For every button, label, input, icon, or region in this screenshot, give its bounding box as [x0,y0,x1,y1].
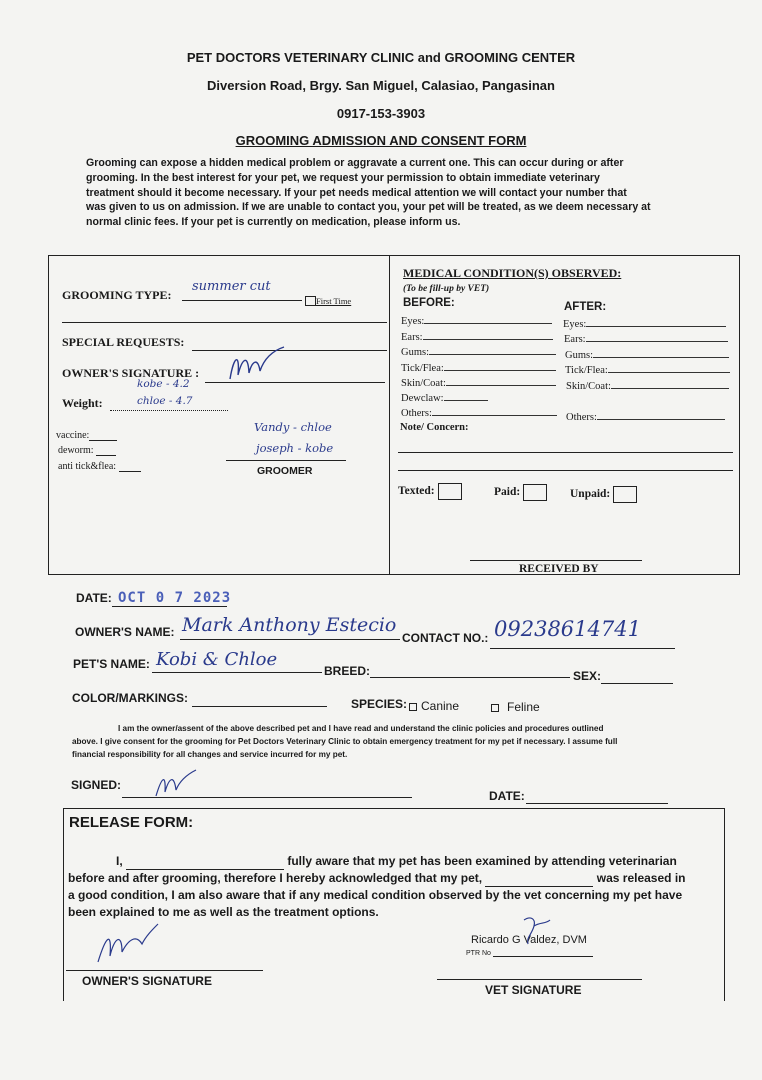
note-label: Note/ Concern: [400,422,469,433]
vaccine-label [56,430,117,441]
after-others: Others: [566,412,597,423]
release-i: I, [116,854,123,868]
after-row[interactable] [565,364,730,376]
grooming-extra-line [62,322,387,323]
pet-name-line [152,672,322,673]
intro-line: treatment should it become necessary. If your pet needs medical attention we will contact your number that [86,186,627,199]
intro-line: grooming. In the best interest for your pet, we request your permission to obtain immediate veterinary [86,171,600,184]
vet-signature-line[interactable] [437,979,642,980]
consent-paragraph [72,722,682,761]
consent-line: I am the owner/assent of the above described pet and I have read and understand the clinic policies and procedures outlined [118,724,604,733]
after-row[interactable] [563,318,726,330]
weight-value-1[interactable]: kobe - 4.2 [137,378,190,390]
sex-label: SEX: [573,669,602,683]
vaccine-text: vaccine: [56,430,90,441]
feline-checkbox[interactable] [491,704,499,712]
after-row[interactable] [566,411,725,423]
texted-checkbox[interactable] [438,483,462,500]
groomer-line-2[interactable]: joseph - kobe [256,441,334,455]
antitick-text: anti tick&flea: [58,461,117,472]
grooming-type-line [182,300,302,301]
special-requests-label: SPECIAL REQUESTS: [62,335,185,349]
before-row[interactable] [401,377,556,389]
before-row[interactable] [401,392,488,404]
unpaid-field[interactable] [570,486,637,503]
ptr-field[interactable] [466,950,593,957]
antitick-label [58,461,141,472]
owner-release-label: OWNER'S SIGNATURE [82,974,212,988]
unpaid-label: Unpaid: [570,488,611,501]
after-tickflea: Tick/Flea: [565,365,608,376]
signed-scribble [150,768,200,802]
after-row[interactable] [566,380,729,392]
before-others: Others: [401,408,432,419]
signed-label: SIGNED: [71,778,122,792]
paid-label: Paid: [494,486,521,499]
ptr-label: PTR No [466,950,491,957]
groomer-line [226,460,346,461]
owner-name-label: OWNER'S NAME: [75,625,175,639]
date-stamp[interactable]: OCT 0 7 2023 [118,590,232,606]
weight-line [110,410,228,411]
first-time-checkbox[interactable] [305,296,316,306]
contact-line [490,648,675,649]
breed-line[interactable] [370,677,570,678]
owner-name-line [180,639,400,640]
paid-field[interactable] [494,484,547,501]
pet-name-label: PET'S NAME: [73,657,150,671]
release-text-2b: was released in [596,871,686,885]
release-line-2 [68,870,720,887]
feline-text: Feline [507,700,540,714]
owner-release-line[interactable] [66,970,263,971]
received-by-line[interactable] [470,560,642,561]
before-row[interactable] [401,315,552,327]
before-eyes: Eyes: [401,316,425,327]
date-line [112,606,227,607]
unpaid-checkbox[interactable] [613,486,637,503]
clinic-phone: 0917-153-3903 [336,106,426,121]
canine-text: Canine [421,699,460,713]
release-paragraph [68,853,720,921]
color-line[interactable] [192,706,327,707]
deworm-label [58,445,116,456]
vet-signature-scribble [516,912,556,950]
before-skincoat: Skin/Coat: [401,378,446,389]
intro-paragraph [86,156,696,230]
note-line-2[interactable] [398,470,733,471]
received-by-label: RECEIVED BY [519,563,599,575]
owner-signature-label: OWNER'S SIGNATURE : [62,366,200,380]
before-row[interactable] [401,346,556,358]
after-row[interactable] [565,349,729,361]
release-line-3: a good condition, I am also aware that if any medical condition observed by the vet concerning my pet have [68,888,683,902]
pet-name-value[interactable]: Kobi & Chloe [156,649,278,670]
release-line-4: been explained to me as well as the treatment options. [68,905,379,919]
consent-line: financial responsibility for all changes and service incurred for my pet. [72,750,348,759]
groomer-line-1[interactable]: Vandy - chloe [254,420,332,434]
release-line-1 [68,853,720,870]
before-dewclaw: Dewclaw: [401,393,444,404]
release-text-1: fully aware that my pet has been examined by attending veterinarian [287,854,677,868]
after-eyes: Eyes: [563,319,587,330]
owner-name-value[interactable]: Mark Anthony Estecio [182,614,397,636]
clinic-name: PET DOCTORS VETERINARY CLINIC and GROOMING CENTER [186,50,576,65]
before-label: BEFORE: [403,297,455,309]
date2-line[interactable] [526,803,668,804]
vet-signature-label: VET SIGNATURE [485,983,582,997]
clinic-address: Diversion Road, Brgy. San Miguel, Calasiao, Pangasinan [207,78,555,93]
box-divider [389,256,390,574]
owner-release-scribble [92,918,162,968]
after-label: AFTER: [564,301,607,313]
canine-checkbox[interactable] [409,703,417,711]
feline-option[interactable] [491,700,540,714]
intro-line: Grooming can expose a hidden medical problem or aggravate a current one. This can occur during or after [86,157,624,169]
release-title: RELEASE FORM: [69,814,194,831]
before-ears: Ears: [401,332,423,343]
before-row[interactable] [401,331,553,343]
consent-line: above. I give consent for the grooming for Pet Doctors Veterinary Clinic to obtain emergency treatment for my pet if necessary. I assume full [72,737,618,746]
before-row[interactable] [401,362,556,374]
deworm-text: deworm: [58,445,94,456]
form-title: GROOMING ADMISSION AND CONSENT FORM [235,133,527,148]
medical-subtitle: (To be fill-up by VET) [403,284,490,294]
before-gums: Gums: [401,347,430,358]
sex-line[interactable] [601,683,673,684]
grooming-type-label: GROOMING TYPE: [62,288,172,302]
intro-line: was given to us on admission. If we are unable to contact you, your pet will be treated, as we deem necessary at [86,201,651,214]
after-gums: Gums: [565,350,594,361]
grooming-type-value[interactable]: summer cut [192,279,271,294]
canine-option[interactable] [409,699,459,713]
contact-value[interactable]: 09238614741 [494,617,641,641]
after-skincoat: Skin/Coat: [566,381,611,392]
date2-label: DATE: [489,789,525,803]
species-label: SPECIES: [351,697,408,711]
color-label: COLOR/MARKINGS: [72,691,188,705]
after-ears: Ears: [564,334,586,345]
groomer-label: GROOMER [257,465,313,477]
weight-value-2[interactable]: chloe - 4.7 [137,395,193,407]
before-row[interactable] [401,407,557,419]
medical-title: MEDICAL CONDITION(S) OBSERVED: [403,266,622,280]
texted-label: Texted: [398,485,435,498]
owner-signature-scribble [222,345,292,387]
before-tickflea: Tick/Flea: [401,363,444,374]
release-text-2: before and after grooming, therefore I hereby acknowledged that my pet, [68,871,483,885]
weight-label: Weight: [62,396,103,410]
vet-name: Ricardo G Valdez, DVM [471,934,587,946]
after-row[interactable] [564,333,728,345]
date-label: DATE: [76,591,112,605]
contact-label: CONTACT NO.: [402,631,489,645]
note-line-1[interactable] [398,452,733,453]
first-time-label: First Time [316,296,352,306]
breed-label: BREED: [324,664,371,678]
texted-field[interactable] [398,483,462,500]
paid-checkbox[interactable] [523,484,547,501]
intro-line: normal clinic fees. If your pet is currently on medication, please inform us. [86,216,461,229]
